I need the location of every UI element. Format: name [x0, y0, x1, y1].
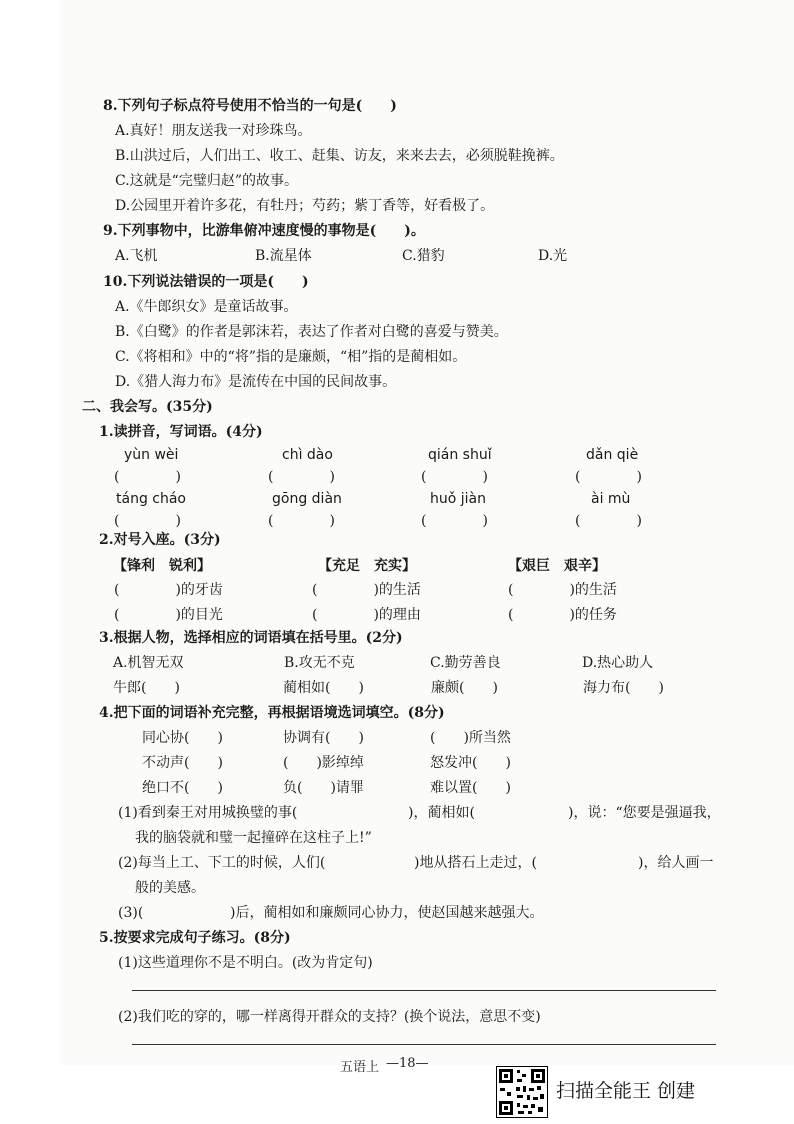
q10-option-c: C.《将相和》中的“将”指的是廉颇，“相”指的是蔺相如。: [115, 349, 467, 365]
pinyin-tang-chao: táng cháo: [116, 491, 186, 507]
s4-sentence2-part4: 般的美感。: [135, 880, 205, 896]
q9-option-c: C.猎豹: [402, 248, 445, 264]
q8-option-d: D.公园里开着许多花，有牡丹；芍药；紫丁香等，好看极了。: [115, 198, 495, 214]
s2-item[interactable]: ( )的任务: [508, 607, 617, 623]
q8-stem: 8.下列句子标点符号使用不恰当的一句是( ): [103, 98, 397, 114]
pinyin-gong-dian: gōng diàn: [272, 491, 342, 507]
s4-idiom[interactable]: 协调有( ): [283, 730, 364, 746]
answer-blank[interactable]: ( ): [268, 469, 335, 485]
s2-stem: 2.对号入座。(3分): [99, 532, 221, 548]
s3-option-a: A.机智无双: [113, 655, 184, 671]
qr-code-icon: [496, 1066, 548, 1118]
answer-blank[interactable]: ( ): [268, 513, 335, 529]
s4-sentence3-part2: )后，蔺相如和廉颇同心协力，使赵国越来越强大。: [230, 905, 544, 921]
s3-stem: 3.根据人物，选择相应的词语填在括号里。(2分): [99, 630, 403, 646]
s4-sentence3-part1: (3)(: [118, 905, 144, 921]
s2-item[interactable]: ( )的目光: [114, 607, 223, 623]
s4-stem: 4.把下面的词语补充完整，再根据语境选词填空。(8分): [99, 705, 445, 721]
q9-option-b: B.流星体: [255, 248, 312, 264]
answer-blank[interactable]: ( ): [114, 469, 181, 485]
s2-item[interactable]: ( )的生活: [508, 582, 617, 598]
q8-option-a: A.真好！朋友送我一对珍珠鸟。: [115, 123, 312, 139]
s3-option-c: C.勤劳善良: [430, 655, 501, 671]
pinyin-ai-mu: ài mù: [591, 491, 631, 507]
q10-option-b: B.《白鹭》的作者是郭沫若，表达了作者对白鹭的喜爱与赞美。: [115, 324, 508, 340]
pinyin-yun-wei: yùn wèi: [124, 447, 179, 463]
answer-blank[interactable]: ( ): [575, 469, 642, 485]
s3-person[interactable]: 廉颇( ): [431, 680, 498, 696]
q9-option-d: D.光: [538, 248, 568, 264]
q9-stem: 9.下列事物中，比游隼俯冲速度慢的事物是( )。: [103, 223, 425, 239]
s2-group-1: 【锋利 锐利】: [113, 558, 211, 574]
q10-stem: 10.下列说法错误的一项是( ): [103, 274, 309, 290]
s4-sentence2-part1: (2)每当上工、下工的时候，人们(: [118, 855, 326, 871]
section2-title: 二、我会写。(35分): [82, 399, 213, 415]
footer-page-number: —18—: [386, 1056, 429, 1071]
answer-blank[interactable]: ( ): [421, 513, 488, 529]
s3-person[interactable]: 海力布( ): [583, 680, 664, 696]
s2-group-2: 【充足 充实】: [318, 558, 416, 574]
s4-sentence1-part4: 我的脑袋就和璧一起撞碎在这柱子上!”: [135, 830, 372, 846]
s3-option-b: B.攻无不克: [284, 655, 355, 671]
q8-option-c: C.这就是“完璧归赵”的故事。: [115, 173, 298, 189]
q9-option-a: A.飞机: [115, 248, 158, 264]
s3-person[interactable]: 蔺相如( ): [283, 680, 364, 696]
s4-idiom[interactable]: ( )影绰绰: [283, 755, 364, 771]
pinyin-huo-jian: huǒ jiàn: [430, 491, 486, 507]
s1-stem: 1.读拼音，写词语。(4分): [99, 424, 263, 440]
s2-item[interactable]: ( )的牙齿: [114, 582, 223, 598]
s4-idiom[interactable]: 不动声( ): [142, 755, 223, 771]
q10-option-a: A.《牛郎织女》是童话故事。: [115, 299, 298, 315]
answer-blank[interactable]: ( ): [421, 469, 488, 485]
s2-group-3: 【艰巨 艰辛】: [508, 558, 606, 574]
pinyin-chi-dao: chì dào: [282, 447, 333, 463]
s4-idiom[interactable]: 难以置( ): [430, 780, 511, 796]
s5-stem: 5.按要求完成句子练习。(8分): [99, 930, 291, 946]
s4-idiom[interactable]: 同心协( ): [142, 730, 223, 746]
scanner-watermark-text: 扫描全能王 创建: [556, 1080, 696, 1102]
answer-line[interactable]: [132, 990, 716, 991]
footer-subject: 五语上: [340, 1060, 380, 1075]
answer-blank[interactable]: ( ): [575, 513, 642, 529]
q10-option-d: D.《猎人海力布》是流传在中国的民间故事。: [115, 374, 397, 390]
s5-item1: (1)这些道理你不是不明白。(改为肯定句): [118, 955, 373, 971]
answer-blank[interactable]: ( ): [114, 513, 181, 529]
s4-sentence1-part3: )，说：“您要是强逼我，: [568, 805, 721, 821]
s4-idiom[interactable]: 绝口不( ): [142, 780, 223, 796]
s4-sentence2-part3: )，给人画一: [638, 855, 714, 871]
s4-idiom[interactable]: 怒发冲( ): [430, 755, 511, 771]
s4-sentence1-part2: )，蔺相如(: [408, 805, 475, 821]
pinyin-dan-qie: dǎn qiè: [586, 447, 639, 463]
s4-idiom[interactable]: ( )所当然: [430, 730, 511, 746]
pinyin-qian-shui: qián shuǐ: [428, 447, 492, 463]
s2-item[interactable]: ( )的生活: [312, 582, 421, 598]
s3-option-d: D.热心助人: [582, 655, 654, 671]
q8-option-b: B.山洪过后，人们出工、收工、赶集、访友，来来去去，必须脱鞋挽裤。: [115, 148, 564, 164]
s5-item2: (2)我们吃的穿的，哪一样离得开群众的支持？(换个说法，意思不变): [118, 1009, 541, 1025]
s4-idiom[interactable]: 负( )请罪: [283, 780, 364, 796]
answer-line[interactable]: [132, 1044, 716, 1045]
s4-sentence2-part2: )地从搭石上走过，(: [414, 855, 537, 871]
s2-item[interactable]: ( )的理由: [312, 607, 421, 623]
s4-sentence1-part1: (1)看到秦王对用城换璧的事(: [118, 805, 298, 821]
s3-person[interactable]: 牛郎( ): [113, 680, 180, 696]
